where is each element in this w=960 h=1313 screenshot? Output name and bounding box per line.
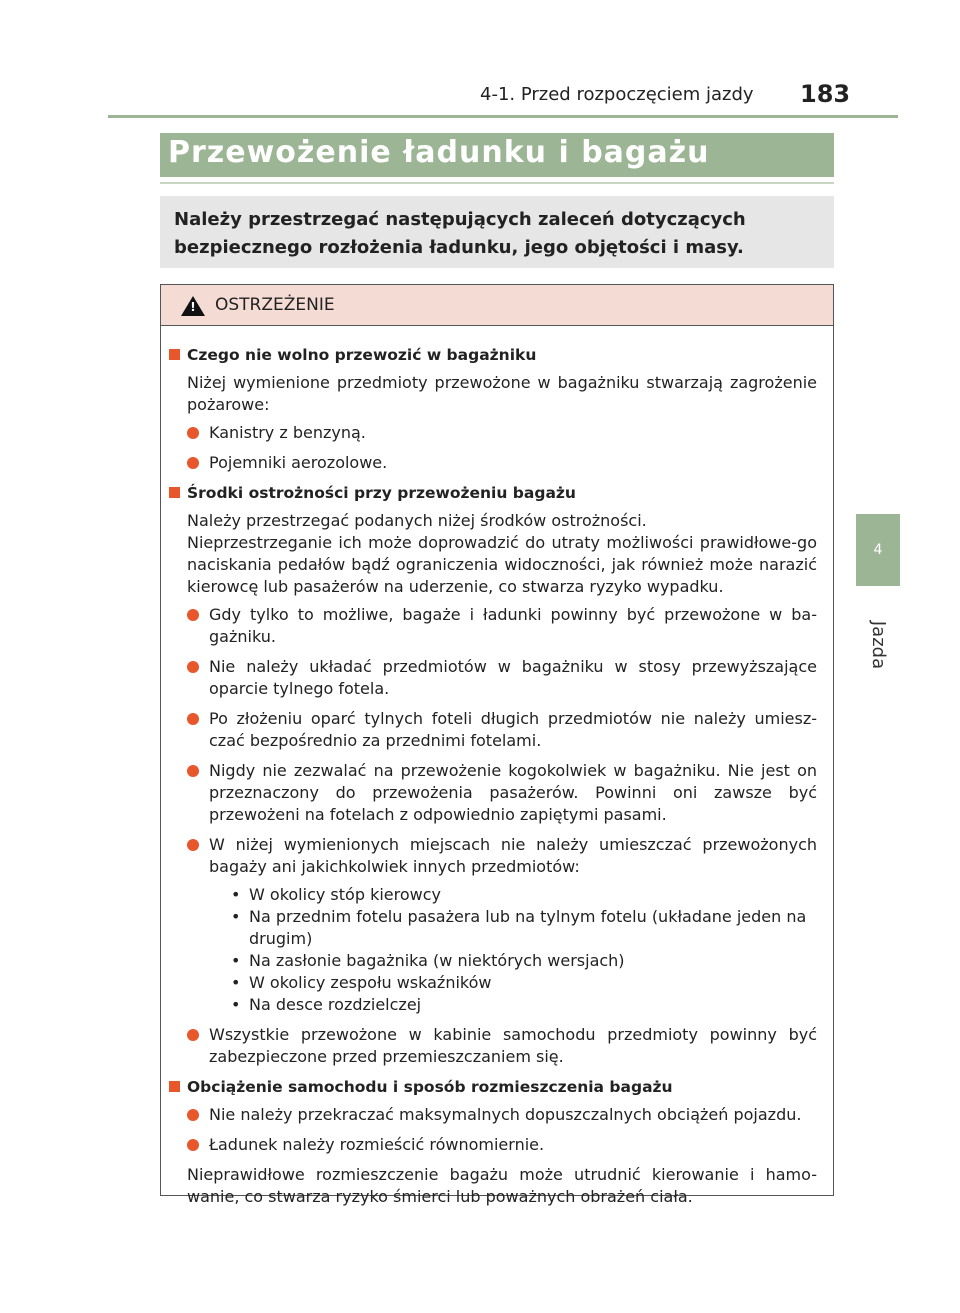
list-item: Nie należy przekraczać maksymalnych dopuszczalnych obciążeń pojazdu. bbox=[209, 1104, 817, 1126]
sub-list-item: • W okolicy zespołu wskaźników bbox=[231, 972, 817, 994]
section-title: 4-1. Przed rozpoczęciem jazdy bbox=[480, 84, 754, 105]
sub-list-item: • W okolicy stóp kierowcy bbox=[231, 884, 817, 906]
round-bullet-icon bbox=[187, 1029, 199, 1041]
round-bullet-icon bbox=[187, 713, 199, 725]
chapter-number: 4 bbox=[873, 542, 883, 558]
square-bullet-icon bbox=[169, 349, 180, 360]
list-item: Nigdy nie zezwalać na przewożenie kogokolwiek w bagażniku. Nie jest on przeznaczony do przewożenia pasażerów. Powinni oni zawsze być przewożeni na fotelach z odpowiednio zapiętymi pasami. bbox=[209, 760, 817, 826]
sub-list bbox=[209, 884, 817, 1016]
title-underline bbox=[160, 182, 834, 184]
paragraph: Należy przestrzegać podanych niżej środków ostrożności. bbox=[187, 511, 647, 530]
warning-box bbox=[160, 284, 834, 1206]
intro-text: Należy przestrzegać następujących zaleceń dotyczących bezpiecznego rozłożenia ładunku, jego objętości i masy. bbox=[174, 209, 746, 258]
section-heading: Środki ostrożności przy przewożeniu bagażu bbox=[187, 484, 576, 502]
warning-section bbox=[161, 344, 817, 474]
warning-header bbox=[161, 285, 833, 326]
page-number: 183 bbox=[800, 80, 851, 108]
list-item: Po złożeniu oparć tylnych foteli długich przedmiotów nie należy umiesz-czać bezpośrednio za przednimi fotelami. bbox=[209, 708, 817, 752]
paragraph: Nieprzestrzeganie ich może doprowadzić do utraty możliwości prawidłowe-go naciskania pedałów bądź ograniczenia widoczności, jak również może narazić kierowcę lub pasażerów na uderzenie, co stwarza ryzyko wypadku. bbox=[187, 533, 817, 596]
round-bullet-icon bbox=[187, 457, 199, 469]
round-bullet-icon bbox=[187, 609, 199, 621]
round-bullet-icon bbox=[187, 661, 199, 673]
warning-body bbox=[161, 326, 833, 1208]
round-bullet-icon bbox=[187, 839, 199, 851]
list-item: Ładunek należy rozmieścić równomiernie. bbox=[209, 1134, 817, 1156]
section-heading: Czego nie wolno przewozić w bagażniku bbox=[187, 346, 537, 364]
warning-heading: OSTRZEŻENIE bbox=[215, 295, 335, 315]
paragraph: Niżej wymienione przedmioty przewożone w bagażniku stwarzają zagrożenie pożarowe: bbox=[187, 373, 817, 414]
header-divider bbox=[108, 115, 898, 118]
warning-section bbox=[161, 1076, 817, 1208]
list-item: W niżej wymienionych miejscach nie należy umieszczać przewożonych bagaży ani jakichkolwiek innych przedmiotów: bbox=[209, 834, 817, 878]
round-bullet-icon bbox=[187, 1109, 199, 1121]
list-item: Pojemniki aerozolowe. bbox=[209, 452, 817, 474]
list-item: Gdy tylko to możliwe, bagaże i ładunki powinny być przewożone w ba-gażniku. bbox=[209, 604, 817, 648]
round-bullet-icon bbox=[187, 1139, 199, 1151]
page-title-bar bbox=[160, 133, 834, 177]
square-bullet-icon bbox=[169, 1081, 180, 1092]
section-heading: Obciążenie samochodu i sposób rozmieszczenia bagażu bbox=[187, 1078, 673, 1096]
round-bullet-icon bbox=[187, 427, 199, 439]
sub-list-item: • Na przednim fotelu pasażera lub na tylnym fotelu (układane jeden na drugim) bbox=[231, 906, 817, 950]
intro-box bbox=[160, 196, 834, 268]
list-item: Wszystkie przewożone w kabinie samochodu przedmioty powinny być zabezpieczone przed przemieszczaniem się. bbox=[209, 1024, 817, 1068]
paragraph: Nieprawidłowe rozmieszczenie bagażu może utrudnić kierowanie i hamo-wanie, co stwarza ryzyko śmierci lub poważnych obrażeń ciała. bbox=[187, 1165, 817, 1206]
chapter-label: Jazda bbox=[868, 620, 889, 670]
warning-section bbox=[161, 482, 817, 1068]
round-bullet-icon bbox=[187, 765, 199, 777]
page-title: Przewożenie ładunku i bagażu bbox=[168, 135, 710, 170]
square-bullet-icon bbox=[169, 487, 180, 498]
warning-triangle-icon: ! bbox=[181, 296, 205, 316]
sub-list-item: • Na zasłonie bagażnika (w niektórych wersjach) bbox=[231, 950, 817, 972]
list-item: Nie należy układać przedmiotów w bagażniku w stosy przewyższające oparcie tylnego fotela. bbox=[209, 656, 817, 700]
sub-list-item: • Na desce rozdzielczej bbox=[231, 994, 817, 1016]
chapter-tab bbox=[856, 514, 900, 586]
list-item: Kanistry z benzyną. bbox=[209, 422, 817, 444]
